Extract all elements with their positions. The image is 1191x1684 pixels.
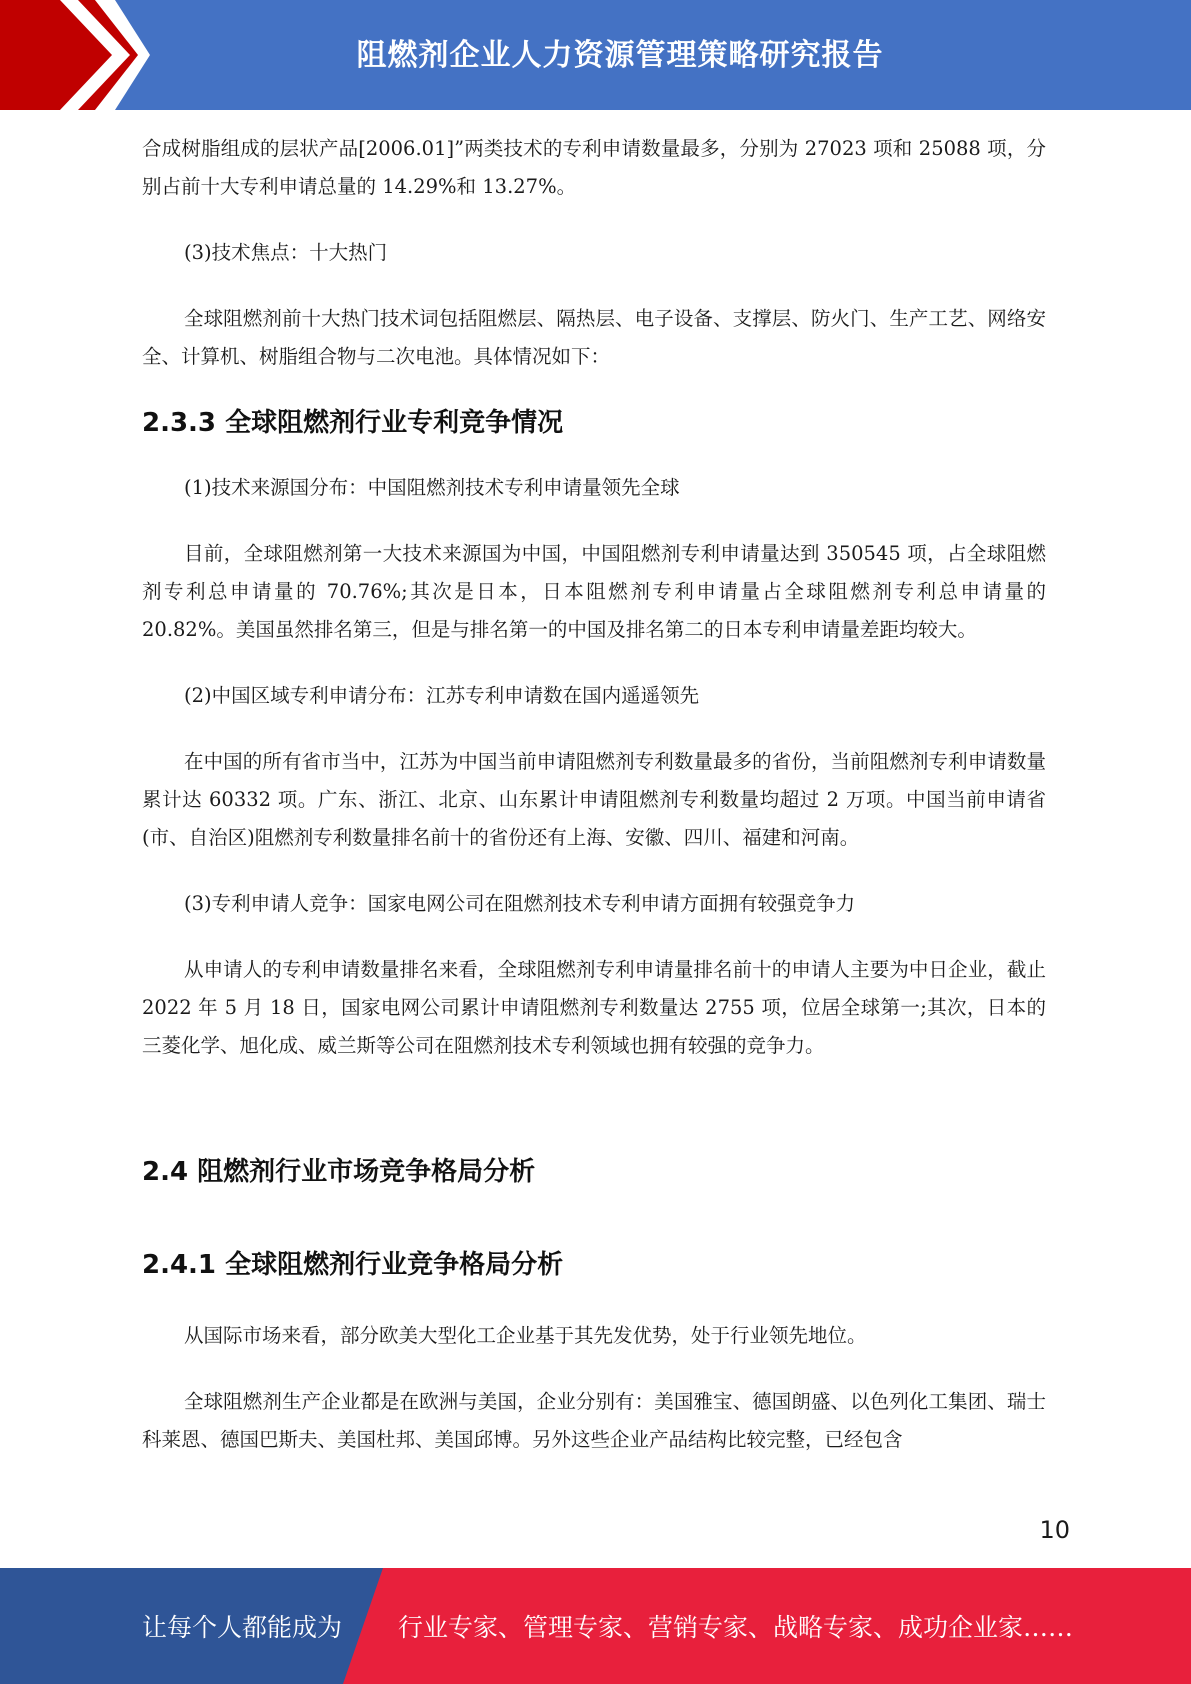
- page-footer: [0, 1568, 1191, 1684]
- subheading: (3)技术焦点：十大热门: [184, 241, 388, 264]
- footer-slogan-left: 让每个人都能成为: [142, 1613, 343, 1642]
- section-heading-2-4-1: 2.4.1 全球阻燃剂行业竞争格局分析: [142, 1250, 564, 1280]
- paragraph: 目前，全球阻燃剂第一大技术来源国为中国，中国阻燃剂专利申请量达到 350545 项，占全球阻燃剂专利总申请量的 70.76%;其次是日本，日本阻燃剂专利申请量占全球阻燃剂专利总申请量的 20.82%。美国虽然排名第三，但是与排名第一的中国及排名第二的日本专利申请量差距均较大。: [142, 542, 1046, 641]
- paragraph: 从国际市场来看，部分欧美大型化工企业基于其先发优势，处于行业领先地位。: [184, 1324, 867, 1347]
- paragraph: 全球阻燃剂生产企业都是在欧洲与美国，企业分别有：美国雅宝、德国朗盛、以色列化工集团、瑞士科莱恩、德国巴斯夫、美国杜邦、美国邱博。另外这些企业产品结构比较完整，已经包含: [142, 1390, 1046, 1451]
- document-body: [142, 130, 1046, 1459]
- paragraph: 从申请人的专利申请数量排名来看，全球阻燃剂专利申请量排名前十的申请人主要为中日企业，截止 2022 年 5 月 18 日，国家电网公司累计申请阻燃剂专利数量达 2755 项，位居全球第一;其次，日本的三菱化学、旭化成、威兰斯等公司在阻燃剂技术专利领域也拥有较强的竞争力。: [142, 958, 1046, 1057]
- footer-slogan-right: 行业专家、管理专家、营销专家、战略专家、成功企业家……: [398, 1613, 1074, 1642]
- subheading: (1)技术来源国分布：中国阻燃剂技术专利申请量领先全球: [184, 476, 680, 499]
- subheading: (3)专利申请人竞争：国家电网公司在阻燃剂技术专利申请方面拥有较强竞争力: [184, 892, 856, 915]
- paragraph: 合成树脂组成的层状产品[2006.01]”两类技术的专利申请数量最多，分别为 27023 项和 25088 项，分别占前十大专利申请总量的 14.29%和 13.27%。: [142, 137, 1046, 198]
- subheading: (2)中国区域专利申请分布：江苏专利申请数在国内遥遥领先: [184, 684, 700, 707]
- section-heading-2-4: 2.4 阻燃剂行业市场竞争格局分析: [142, 1157, 536, 1187]
- paragraph: 在中国的所有省市当中，江苏为中国当前申请阻燃剂专利数量最多的省份，当前阻燃剂专利申请数量累计达 60332 项。广东、浙江、北京、山东累计申请阻燃剂专利数量均超过 2 万项。中国当前申请省(市、自治区)阻燃剂专利数量排名前十的省份还有上海、安徽、四川、福建和河南。: [142, 750, 1046, 849]
- section-heading-2-3-3: 2.3.3 全球阻燃剂行业专利竞争情况: [142, 408, 564, 438]
- page-header: [0, 0, 1191, 110]
- page-number: 10: [1039, 1516, 1070, 1544]
- report-title: 阻燃剂企业人力资源管理策略研究报告: [356, 38, 884, 73]
- paragraph: 全球阻燃剂前十大热门技术词包括阻燃层、隔热层、电子设备、支撑层、防火门、生产工艺、网络安全、计算机、树脂组合物与二次电池。具体情况如下：: [142, 307, 1046, 368]
